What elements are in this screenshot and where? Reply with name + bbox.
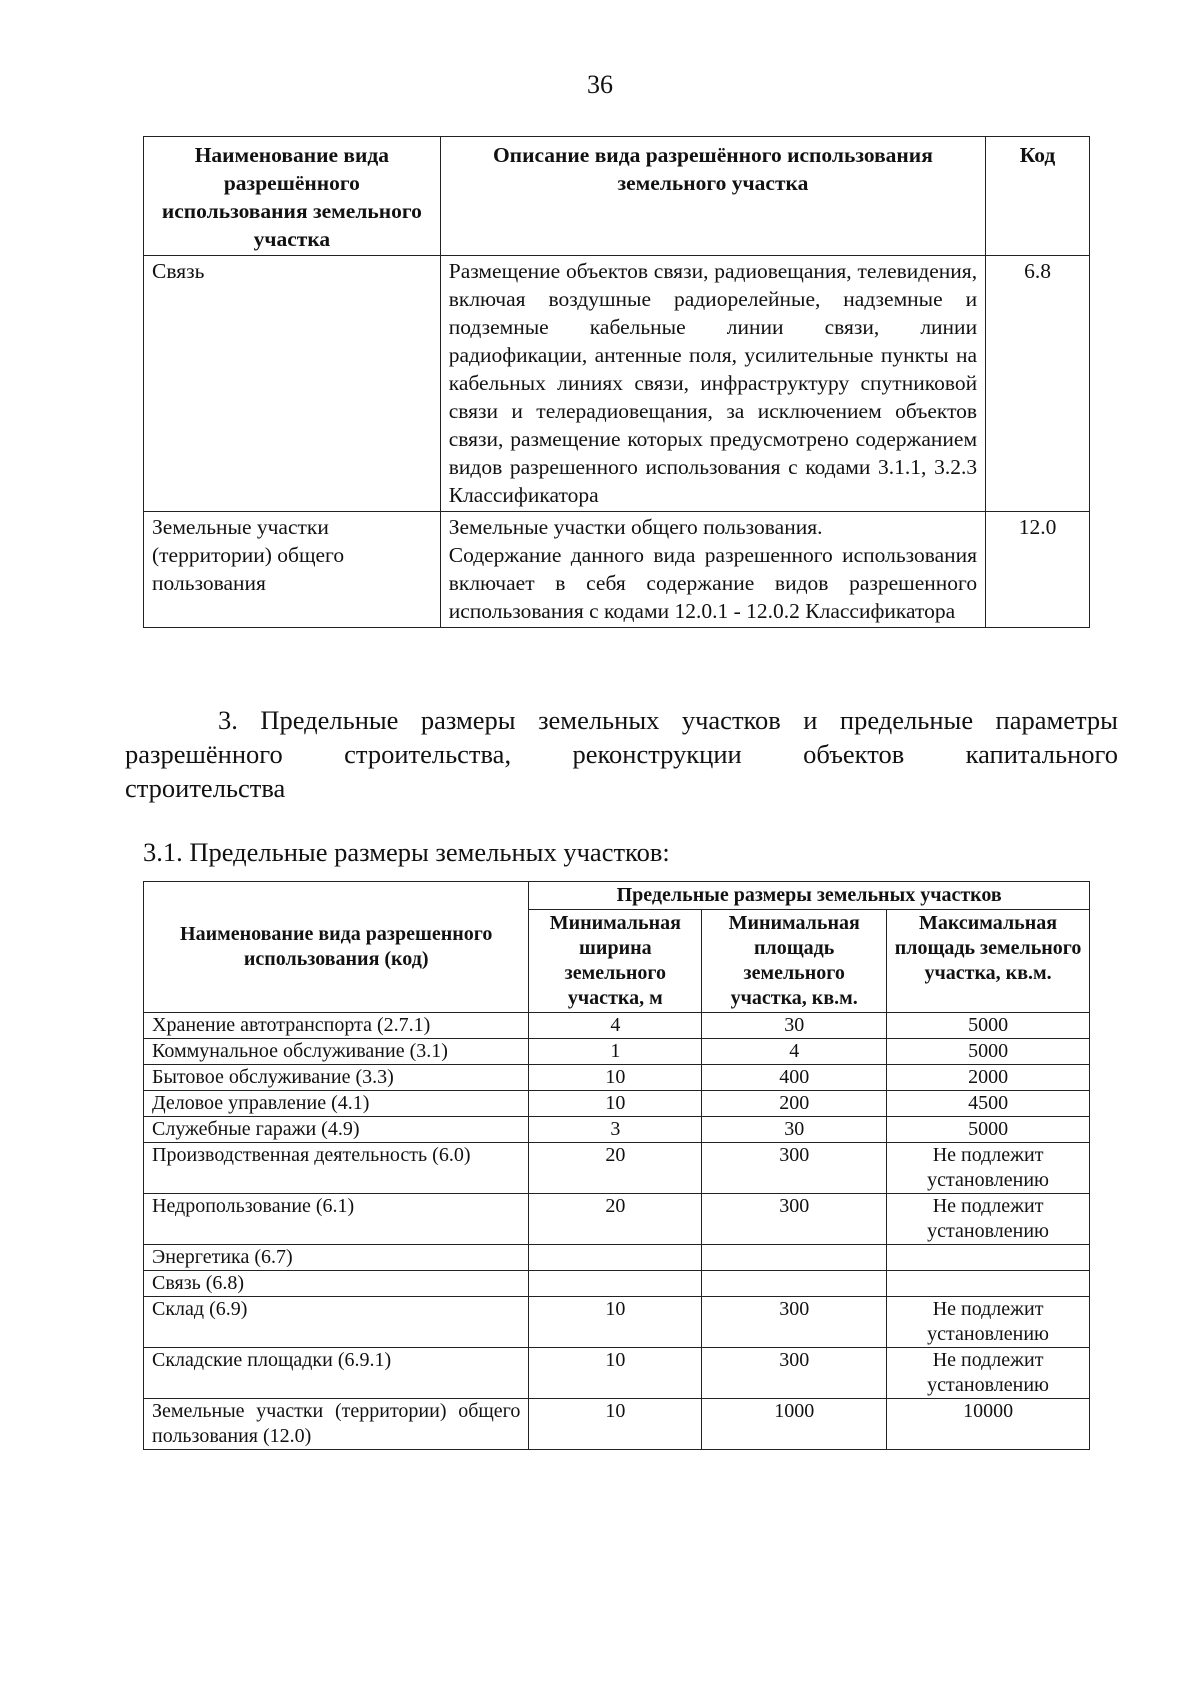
- max-area-cell: [887, 1245, 1090, 1271]
- min-width-cell: 20: [529, 1143, 702, 1194]
- min-area-cell: 300: [702, 1297, 887, 1348]
- table-row: [144, 1399, 1090, 1450]
- min-width-cell: 10: [529, 1348, 702, 1399]
- use-name-cell: Хранение автотранспорта (2.7.1): [144, 1013, 529, 1039]
- min-area-cell: 30: [702, 1013, 887, 1039]
- min-area-cell: 400: [702, 1065, 887, 1091]
- min-area-cell: 30: [702, 1117, 887, 1143]
- max-area-cell: Не подлежит установлению: [887, 1143, 1090, 1194]
- min-width-cell: 10: [529, 1091, 702, 1117]
- min-width-cell: 20: [529, 1194, 702, 1245]
- max-area-cell: Не подлежит установлению: [887, 1297, 1090, 1348]
- use-code-cell: 12.0: [986, 512, 1090, 628]
- use-name-cell: Складские площадки (6.9.1): [144, 1348, 529, 1399]
- table-row: [144, 1065, 1090, 1091]
- table-row: [144, 1271, 1090, 1297]
- max-area-cell: Не подлежит установлению: [887, 1194, 1090, 1245]
- min-area-cell: [702, 1245, 887, 1271]
- use-name-cell: Земельные участки (территории) общего пользования (12.0): [144, 1399, 529, 1450]
- use-code-cell: 6.8: [986, 256, 1090, 512]
- min-area-cell: 300: [702, 1348, 887, 1399]
- min-area-cell: 200: [702, 1091, 887, 1117]
- use-name-cell: Служебные гаражи (4.9): [144, 1117, 529, 1143]
- header-max-area: Максимальная площадь земельного участка, кв.м.: [887, 910, 1090, 1013]
- table-row: [144, 1117, 1090, 1143]
- section-heading-line: разрешённого строительства, реконструкции объектов капитального: [125, 739, 1118, 769]
- use-name-cell: Склад (6.9): [144, 1297, 529, 1348]
- max-area-cell: 4500: [887, 1091, 1090, 1117]
- table-row: [144, 1143, 1090, 1194]
- use-name-cell: Энергетика (6.7): [144, 1245, 529, 1271]
- section-heading-line: строительства: [125, 773, 286, 803]
- min-width-cell: 3: [529, 1117, 702, 1143]
- max-area-cell: 5000: [887, 1013, 1090, 1039]
- min-width-cell: 10: [529, 1399, 702, 1450]
- table-row: [144, 1091, 1090, 1117]
- header-min-width: Минимальная ширина земельного участка, м: [529, 910, 702, 1013]
- table-row: [144, 256, 1090, 512]
- page-number: 36: [587, 70, 613, 99]
- description-line: Земельные участки общего пользования.: [448, 515, 823, 539]
- min-area-cell: [702, 1271, 887, 1297]
- use-name-cell: Земельные участки (территории) общего пользования: [144, 512, 441, 628]
- table-body: [144, 1013, 1090, 1450]
- min-width-cell: 10: [529, 1297, 702, 1348]
- max-area-cell: Не подлежит установлению: [887, 1348, 1090, 1399]
- min-area-cell: 300: [702, 1194, 887, 1245]
- min-area-cell: 1000: [702, 1399, 887, 1450]
- max-area-cell: 2000: [887, 1065, 1090, 1091]
- section-heading: [125, 703, 1118, 805]
- table-row: [144, 1348, 1090, 1399]
- description-line: Содержание данного вида разрешенного использования включает в себя содержание видов разрешенного использования с кодами 12.0.1 - 12.0.2 Классификатора: [448, 543, 978, 623]
- min-width-cell: [529, 1245, 702, 1271]
- land-use-description-table: [143, 136, 1090, 628]
- subsection-heading: 3.1. Предельные размеры земельных участков:: [143, 837, 670, 867]
- use-name-cell: Коммунальное обслуживание (3.1): [144, 1039, 529, 1065]
- max-area-cell: 5000: [887, 1039, 1090, 1065]
- table-row: [144, 1013, 1090, 1039]
- use-name-cell: Недропользование (6.1): [144, 1194, 529, 1245]
- header-use-description: Описание вида разрешённого использования земельного участка: [440, 137, 985, 256]
- max-area-cell: 10000: [887, 1399, 1090, 1450]
- header-use-name: Наименование вида разрешённого использования земельного участка: [144, 137, 441, 256]
- table-row: [144, 512, 1090, 628]
- use-name-cell: Бытовое обслуживание (3.3): [144, 1065, 529, 1091]
- table-row: [144, 1245, 1090, 1271]
- use-description-cell: Размещение объектов связи, радиовещания, телевидения, включая воздушные радиорелейные, надземные и подземные кабельные линии связи, линии радиофикации, антенные поля, усилительные пункты на кабельных линиях связи, инфраструктуру спутниковой связи и телерадиовещания, за исключением объектов связи, размещение которых предусмотрено содержанием видов разрешенного использования с кодами 3.1.1, 3.2.3 Классификатора: [440, 256, 985, 512]
- min-area-cell: 300: [702, 1143, 887, 1194]
- header-code: Код: [986, 137, 1090, 256]
- land-plot-size-limits-table: [143, 881, 1090, 1450]
- header-use-name-code: Наименование вида разрешенного использования (код): [144, 882, 529, 1013]
- min-width-cell: 4: [529, 1013, 702, 1039]
- section-heading-line: 3. Предельные размеры земельных участков и предельные параметры: [218, 705, 1118, 735]
- use-description-cell: [440, 512, 985, 628]
- min-width-cell: 10: [529, 1065, 702, 1091]
- header-min-area: Минимальная площадь земельного участка, кв.м.: [702, 910, 887, 1013]
- use-name-cell: Связь: [144, 256, 441, 512]
- min-area-cell: 4: [702, 1039, 887, 1065]
- header-size-limits-group: Предельные размеры земельных участков: [529, 882, 1090, 910]
- max-area-cell: [887, 1271, 1090, 1297]
- use-name-cell: Связь (6.8): [144, 1271, 529, 1297]
- min-width-cell: 1: [529, 1039, 702, 1065]
- table-row: [144, 1194, 1090, 1245]
- table-row: [144, 1297, 1090, 1348]
- use-name-cell: Производственная деятельность (6.0): [144, 1143, 529, 1194]
- min-width-cell: [529, 1271, 702, 1297]
- use-name-cell: Деловое управление (4.1): [144, 1091, 529, 1117]
- table-row: [144, 1039, 1090, 1065]
- table-header-row: [144, 137, 1090, 256]
- table-header-row: [144, 882, 1090, 910]
- max-area-cell: 5000: [887, 1117, 1090, 1143]
